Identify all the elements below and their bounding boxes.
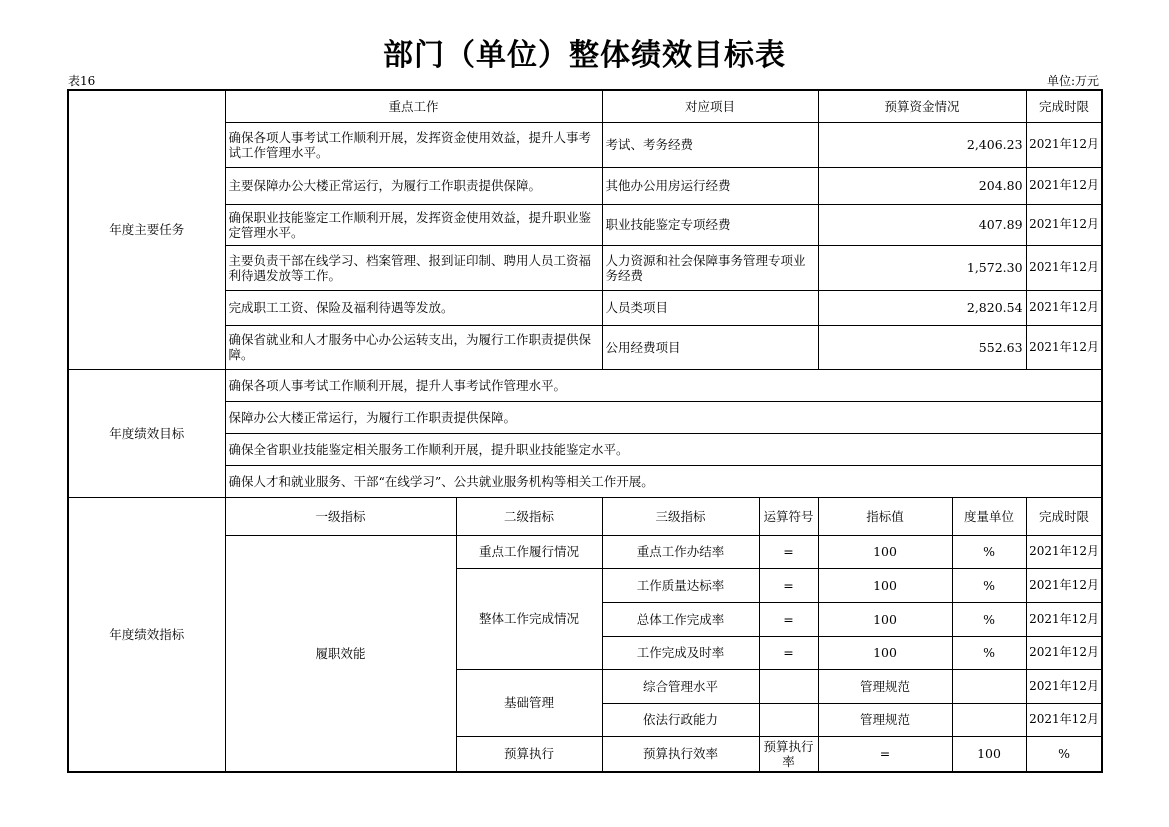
tasks-header-row <box>68 90 1102 122</box>
performance-table <box>67 89 1103 773</box>
indicator-level3: 工作完成及时率 <box>602 636 759 669</box>
indicator-operator: = <box>759 568 818 602</box>
indicator-operator <box>759 703 818 736</box>
task-deadline: 2021年12月 <box>1026 204 1102 245</box>
indicator-unit: % <box>1026 736 1102 772</box>
unit-label: 单位:万元 <box>1046 74 1099 88</box>
indicator-unit: % <box>952 636 1026 669</box>
task-work: 确保省就业和人才服务中心办公运转支出，为履行工作职责提供保障。 <box>225 325 602 369</box>
indicator-unit <box>952 703 1026 736</box>
task-deadline: 2021年12月 <box>1026 245 1102 290</box>
goal-text: 保障办公大楼正常运行，为履行工作职责提供保障。 <box>225 401 1102 433</box>
indicator-value: 100 <box>818 535 952 568</box>
indicators-header-unit: 度量单位 <box>952 497 1026 535</box>
task-deadline: 2021年12月 <box>1026 167 1102 204</box>
task-work: 主要保障办公大楼正常运行，为履行工作职责提供保障。 <box>225 167 602 204</box>
task-budget: 407.89 <box>818 204 1026 245</box>
task-work: 确保职业技能鉴定工作顺利开展，发挥资金使用效益，提升职业鉴定管理水平。 <box>225 204 602 245</box>
page-title: 部门（单位）整体绩效目标表 <box>383 38 786 73</box>
indicator-operator: = <box>759 602 818 636</box>
task-budget: 552.63 <box>818 325 1026 369</box>
goal-text: 确保人才和就业服务、干部“在线学习”、公共就业服务机构等相关工作开展。 <box>225 465 1102 497</box>
indicator-level2: 基础管理 <box>456 669 602 736</box>
indicator-value: 100 <box>818 602 952 636</box>
indicator-value: 100 <box>818 636 952 669</box>
indicator-level3: 依法行政能力 <box>602 703 759 736</box>
indicator-deadline: 2021年12月 <box>1026 669 1102 703</box>
goals-section-label: 年度绩效目标 <box>68 369 225 497</box>
indicator-level2: 整体工作完成情况 <box>456 568 602 669</box>
indicator-operator: = <box>759 636 818 669</box>
indicators-section-label: 年度绩效指标 <box>68 497 225 772</box>
tasks-header-project: 对应项目 <box>602 90 818 122</box>
indicator-deadline: 2021年12月 <box>1026 568 1102 602</box>
task-budget: 1,572.30 <box>818 245 1026 290</box>
tasks-header-deadline: 完成时限 <box>1026 90 1102 122</box>
indicator-operator: = <box>818 736 952 772</box>
indicator-unit <box>952 669 1026 703</box>
indicator-deadline: 2021年12月 <box>1026 602 1102 636</box>
task-project: 人员类项目 <box>602 290 818 325</box>
goal-text: 确保全省职业技能鉴定相关服务工作顺利开展，提升职业技能鉴定水平。 <box>225 433 1102 465</box>
tasks-section-label: 年度主要任务 <box>68 90 225 369</box>
indicator-level3: 重点工作办结率 <box>602 535 759 568</box>
indicator-level1: 预算执行 <box>456 736 602 772</box>
indicator-level3: 总体工作完成率 <box>602 602 759 636</box>
tasks-header-work: 重点工作 <box>225 90 602 122</box>
indicators-header-value: 指标值 <box>818 497 952 535</box>
indicator-value: 100 <box>952 736 1026 772</box>
indicator-level2: 重点工作履行情况 <box>456 535 602 568</box>
task-deadline: 2021年12月 <box>1026 122 1102 167</box>
indicator-value: 100 <box>818 568 952 602</box>
indicator-deadline: 2021年12月 <box>1026 703 1102 736</box>
indicators-header-deadline: 完成时限 <box>1026 497 1102 535</box>
task-deadline: 2021年12月 <box>1026 325 1102 369</box>
table-number: 表16 <box>68 74 96 88</box>
task-deadline: 2021年12月 <box>1026 290 1102 325</box>
task-budget: 2,406.23 <box>818 122 1026 167</box>
indicators-header-level2: 二级指标 <box>456 497 602 535</box>
task-project: 人力资源和社会保障事务管理专项业务经费 <box>602 245 818 290</box>
indicator-operator <box>759 669 818 703</box>
indicator-unit: % <box>952 535 1026 568</box>
indicator-level1: 履职效能 <box>225 535 456 772</box>
indicator-value: 管理规范 <box>818 703 952 736</box>
tasks-header-budget: 预算资金情况 <box>818 90 1026 122</box>
indicator-deadline: 2021年12月 <box>1026 535 1102 568</box>
task-project: 职业技能鉴定专项经费 <box>602 204 818 245</box>
indicator-operator: = <box>759 535 818 568</box>
task-project: 其他办公用房运行经费 <box>602 167 818 204</box>
task-work: 主要负责干部在线学习、档案管理、报到证印制、聘用人员工资福利待遇发放等工作。 <box>225 245 602 290</box>
indicator-level2: 预算执行效率 <box>602 736 759 772</box>
task-work: 确保各项人事考试工作顺利开展，发挥资金使用效益，提升人事考试工作管理水平。 <box>225 122 602 167</box>
table-row <box>68 369 1102 401</box>
indicator-unit: % <box>952 602 1026 636</box>
task-budget: 2,820.54 <box>818 290 1026 325</box>
indicator-value: 管理规范 <box>818 669 952 703</box>
indicator-level3: 综合管理水平 <box>602 669 759 703</box>
indicators-header-level1: 一级指标 <box>225 497 456 535</box>
indicator-level3: 工作质量达标率 <box>602 568 759 602</box>
indicators-header-operator: 运算符号 <box>759 497 818 535</box>
task-work: 完成职工工资、保险及福利待遇等发放。 <box>225 290 602 325</box>
indicator-unit: % <box>952 568 1026 602</box>
task-project: 考试、考务经费 <box>602 122 818 167</box>
indicator-level3: 预算执行率 <box>759 736 818 772</box>
goal-text: 确保各项人事考试工作顺利开展，提升人事考试作管理水平。 <box>225 369 1102 401</box>
task-budget: 204.80 <box>818 167 1026 204</box>
indicators-header-row <box>68 497 1102 535</box>
indicator-deadline: 2021年12月 <box>1026 636 1102 669</box>
indicators-header-level3: 三级指标 <box>602 497 759 535</box>
task-project: 公用经费项目 <box>602 325 818 369</box>
